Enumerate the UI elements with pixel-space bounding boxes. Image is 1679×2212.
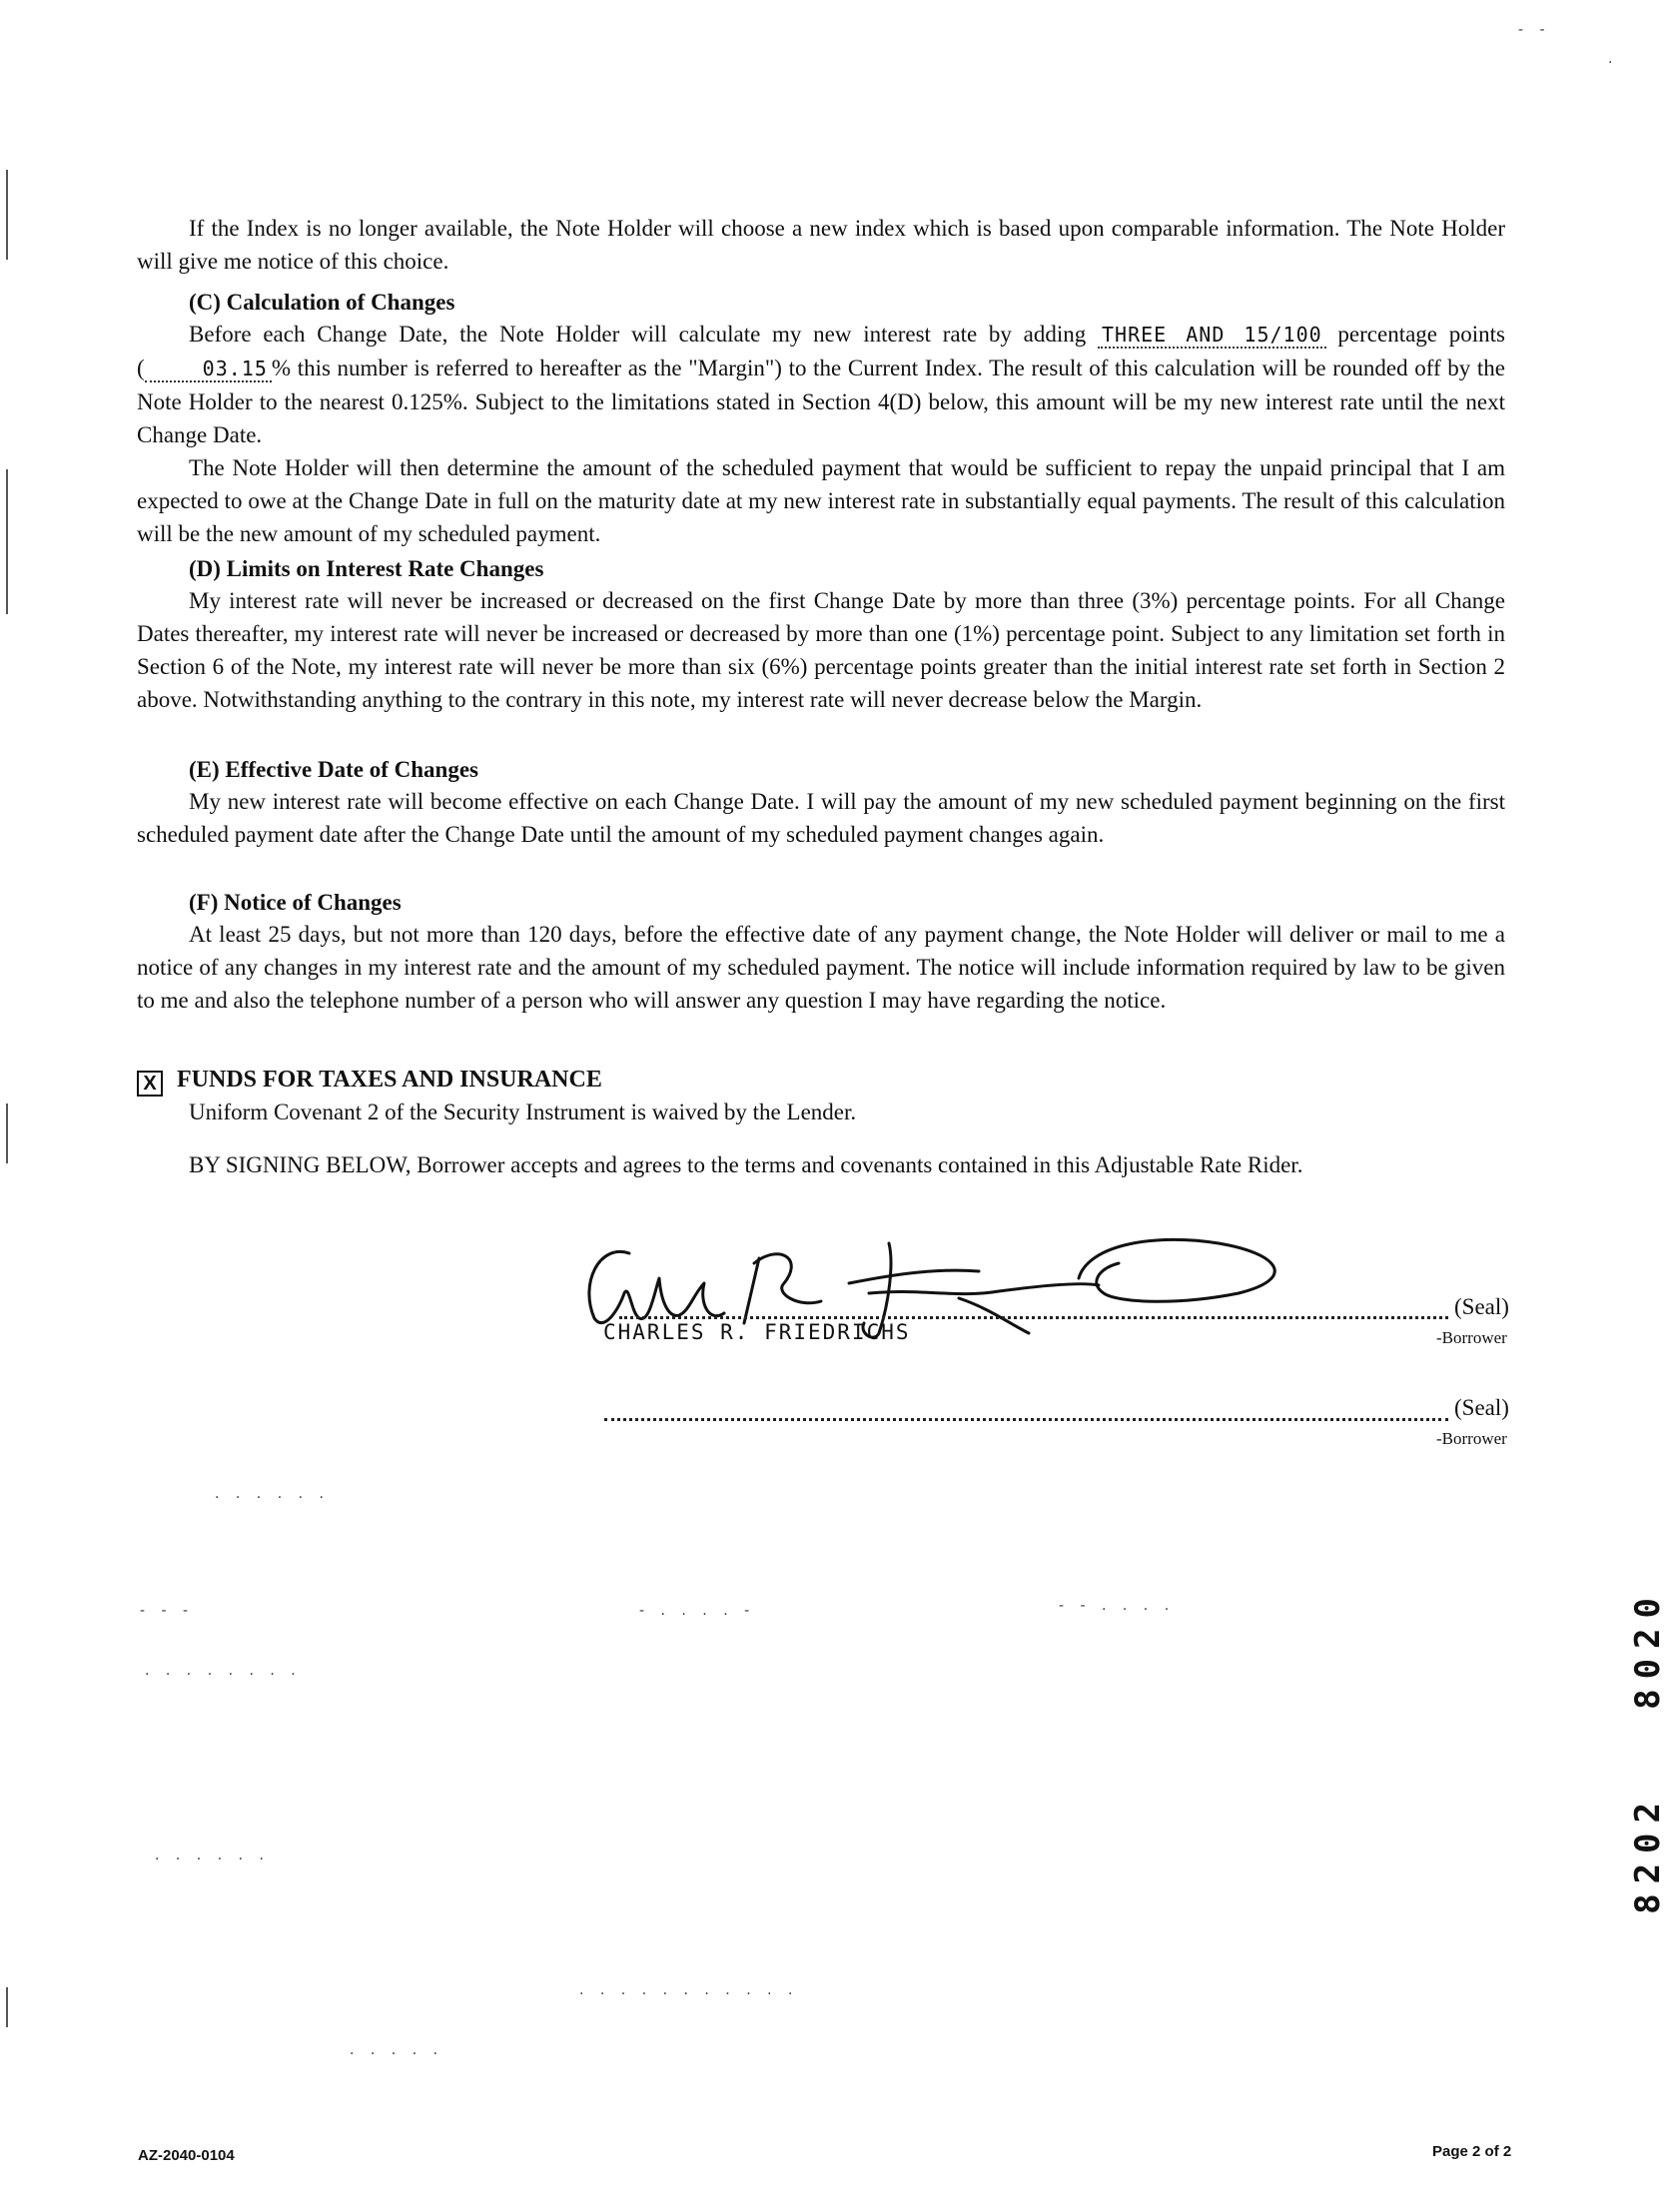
section-d-paragraph: My interest rate will never be increased or decreased on the first Change Date by more than three (3%) percentage points. For all Change Dates thereafter, my interest rate will never be increased or decreased by more than one (1%) percentage point. Subject to any limitation set forth in Section 6 of the Note, my interest rate will never be more than six (6%) percentage points greater than the initial interest rate set forth in Section 2 above. Notwithstanding anything to the contrary in this note, my interest rate will never decrease below the Margin. <box>137 588 1505 712</box>
side-stamp-lower: 8202 <box>1628 1793 1668 1914</box>
section-f-paragraph: At least 25 days, but not more than 120 days, before the effective date of any payment change, the Note Holder will deliver or mail to me a notice of any changes in my interest rate and the amount of my scheduled payment. The notice will include information required by law to be given to me and also the telephone number of a person who will answer any question I may have regarding the notice. <box>137 922 1505 1013</box>
scan-speck: . . . . . . <box>215 1486 330 1502</box>
scan-speck: - - . . . . <box>1059 1598 1176 1614</box>
borrower-1-role: -Borrower <box>1436 1328 1507 1347</box>
borrower-2-signature-line <box>604 1418 1448 1421</box>
borrower-1-signature-line <box>619 1316 1448 1319</box>
borrower-2-seal: (Seal) <box>1454 1395 1509 1420</box>
scan-speck: . . . . . . . . <box>145 1663 302 1679</box>
funds-checkbox[interactable]: X <box>137 1071 163 1097</box>
borrower-2-role: -Borrower <box>1436 1429 1507 1448</box>
section-c-text-before: Before each Change Date, the Note Holder will calculate my new interest rate by adding <box>189 322 1087 347</box>
section-e-paragraph: My new interest rate will become effective on each Change Date. I will pay the amount of my new scheduled payment beginning on the first scheduled payment date after the Change Date until the amount of my scheduled payment changes again. <box>137 789 1505 847</box>
section-c-text-after: % this number is referred to hereafter as the "Margin") to the Current Index. The result of this calculation will be rounded off by the Note Holder to the nearest 0.125%. Subject to the limitations stated in Section 4(D) below, this amount will be my new interest rate until the next Change Date. <box>137 356 1505 447</box>
scan-speck: - - - <box>140 1603 195 1619</box>
scan-edge-mark <box>6 1987 8 2027</box>
scan-speck: - - <box>1518 22 1551 38</box>
section-c-paragraph-2: The Note Holder will then determine the amount of the scheduled payment that would be sufficient to repay the unpaid principal that I am expected to owe at the Change Date in full on the maturity date at my new interest rate in substantially equal payments. The result of this calculation will be the new amount of my scheduled payment. <box>137 455 1505 546</box>
scan-speck: . . . . . . . . . . . <box>579 1982 799 1998</box>
section-c-paragraph-1 <box>137 318 1505 451</box>
scan-edge-mark <box>6 469 8 549</box>
funds-heading: FUNDS FOR TAXES AND INSURANCE <box>177 1067 602 1093</box>
scan-speck: - . . . . - <box>639 1603 756 1619</box>
borrower-1-printed-name: CHARLES R. FRIEDRICHS <box>603 1320 911 1344</box>
scan-speck: · <box>1608 55 1619 71</box>
index-replacement-paragraph: If the Index is no longer available, the Note Holder will choose a new index which is based upon comparable information. The Note Holder will give me notice of this choice. <box>137 216 1505 274</box>
margin-number-field: 03.15 <box>145 357 272 382</box>
section-d-heading: (D) Limits on Interest Rate Changes <box>189 556 544 581</box>
form-number: AZ-2040-0104 <box>138 2147 235 2164</box>
signing-statement: BY SIGNING BELOW, Borrower accepts and agrees to the terms and covenants contained in this Adjustable Rate Rider. <box>189 1152 1303 1177</box>
section-f-heading: (F) Notice of Changes <box>189 890 402 915</box>
funds-text: Uniform Covenant 2 of the Security Instrument is waived by the Lender. <box>189 1100 857 1124</box>
scan-speck: . . . . . . <box>155 1847 270 1863</box>
page-number: Page 2 of 2 <box>1432 2143 1512 2160</box>
section-c-heading: (C) Calculation of Changes <box>189 290 455 315</box>
scan-edge-mark <box>6 1104 8 1163</box>
scan-edge-mark <box>6 170 8 260</box>
side-stamp-upper: 8020 <box>1628 1588 1668 1710</box>
borrower-1-seal: (Seal) <box>1454 1294 1509 1319</box>
section-c-text-mid: percentage points ( <box>137 322 1505 380</box>
scan-speck: . . . . . <box>350 2042 444 2058</box>
funds-heading-row <box>137 1064 602 1097</box>
section-e-heading: (E) Effective Date of Changes <box>189 757 478 782</box>
scan-edge-mark <box>6 539 8 614</box>
margin-words-field: THREE AND 15/100 <box>1098 323 1326 349</box>
